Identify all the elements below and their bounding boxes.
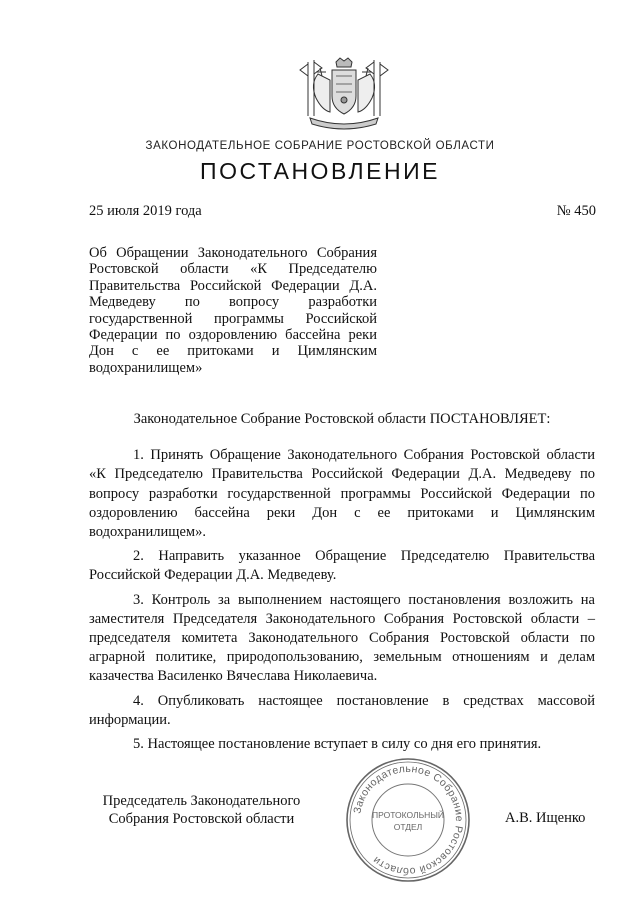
coat-of-arms-icon [296, 56, 392, 134]
document-date: 25 июля 2019 года [89, 203, 202, 219]
document-type: ПОСТАНОВЛЕНИЕ [200, 158, 440, 184]
resolution-item: 5. Настоящее постановление вступает в силу со дня его принятия. [133, 736, 542, 753]
resolution-item: 4. Опубликовать настоящее постановление в средствах массовой информации. [89, 692, 595, 728]
signatory-name: А.В. Ищенко [505, 810, 586, 826]
stamp-center-text: ОТДЕЛ [393, 822, 423, 832]
date-number-line [89, 203, 596, 220]
resolution-item: 3. Контроль за выполнением настоящего постановления возложить на заместителя Председателя Законодательного Собрания Ростовской области – председателя комитета Законодательного Собрания Ростовской области по аграрной политике, природопользованию, земельным отношениям и делам казачества Василенко Вячеслава Николаевича. [89, 591, 595, 685]
resolution-lead: Законодательное Собрание Ростовской области ПОСТАНОВЛЯЕТ: [133, 411, 551, 427]
resolution-item: 1. Принять Обращение Законодательного Собрания Ростовской области «К Председателю Правительства Российской Федерации Д.А. Медведеву по вопросу разработки государственной программы Российской Федерации по оздоровлению бассейна реки Дон с ее притоками и Цимлянским водохранилищем». [89, 447, 595, 541]
organization-name: ЗАКОНОДАТЕЛЬНОЕ СОБРАНИЕ РОСТОВСКОЙ ОБЛАСТИ [145, 140, 495, 152]
document-subject: Об Обращении Законодательного Собрания Ростовской области «К Председателю Правительства Российской Федерации Д.А. Медведеву по вопросу разработки государственной программы Российской Федерации по оздоровлению бассейна реки Дон с ее притоками и Цимлянским водохранилищем» [89, 245, 377, 376]
signatory-title [89, 792, 314, 828]
signatory-title-line: Председатель Законодательного [102, 793, 301, 809]
official-stamp [344, 756, 472, 884]
stamp-ring-text: Законодательное Собрание Ростовской области [351, 762, 466, 878]
svg-text:Законодательное Собрание Росто [351, 763, 465, 877]
document-body [89, 410, 595, 759]
signatory-title-line: Собрания Ростовской области [108, 811, 295, 827]
document-number: № 450 [556, 203, 596, 219]
stamp-center-text: ПРОТОКОЛЬНЫЙ [372, 810, 444, 820]
resolution-item: 2. Направить указанное Обращение Председателю Правительства Российской Федерации Д.А. Медведеву. [89, 548, 595, 584]
